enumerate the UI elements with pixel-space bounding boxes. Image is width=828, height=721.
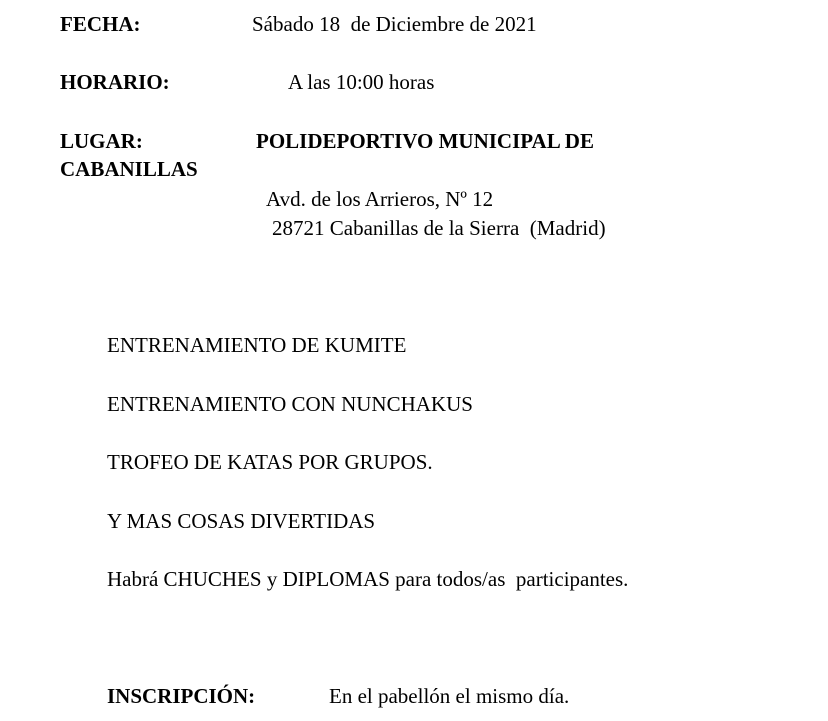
lugar-venue-line2: CABANILLAS bbox=[60, 157, 198, 181]
fecha-value: Sábado 18 de Diciembre de 2021 bbox=[252, 12, 537, 36]
inscripcion-value: En el pabellón el mismo día. bbox=[329, 684, 570, 708]
activity-item: Habrá CHUCHES y DIPLOMAS para todos/as participantes. bbox=[107, 567, 629, 591]
horario-label: HORARIO: bbox=[60, 70, 170, 94]
activity-item: ENTRENAMIENTO DE KUMITE bbox=[107, 333, 407, 357]
lugar-venue-line1: POLIDEPORTIVO MUNICIPAL DE bbox=[256, 129, 594, 153]
lugar-address-line1: Avd. de los Arrieros, Nº 12 bbox=[266, 187, 494, 211]
fecha-label: FECHA: bbox=[60, 12, 141, 36]
activity-item: Y MAS COSAS DIVERTIDAS bbox=[107, 509, 376, 533]
lugar-label: LUGAR: bbox=[60, 129, 143, 153]
inscripcion-label: INSCRIPCIÓN: bbox=[107, 684, 256, 708]
activity-item: TROFEO DE KATAS POR GRUPOS. bbox=[107, 450, 433, 474]
horario-value: A las 10:00 horas bbox=[288, 70, 435, 94]
activity-item: ENTRENAMIENTO CON NUNCHAKUS bbox=[107, 392, 473, 416]
lugar-address-line2: 28721 Cabanillas de la Sierra (Madrid) bbox=[272, 216, 606, 240]
